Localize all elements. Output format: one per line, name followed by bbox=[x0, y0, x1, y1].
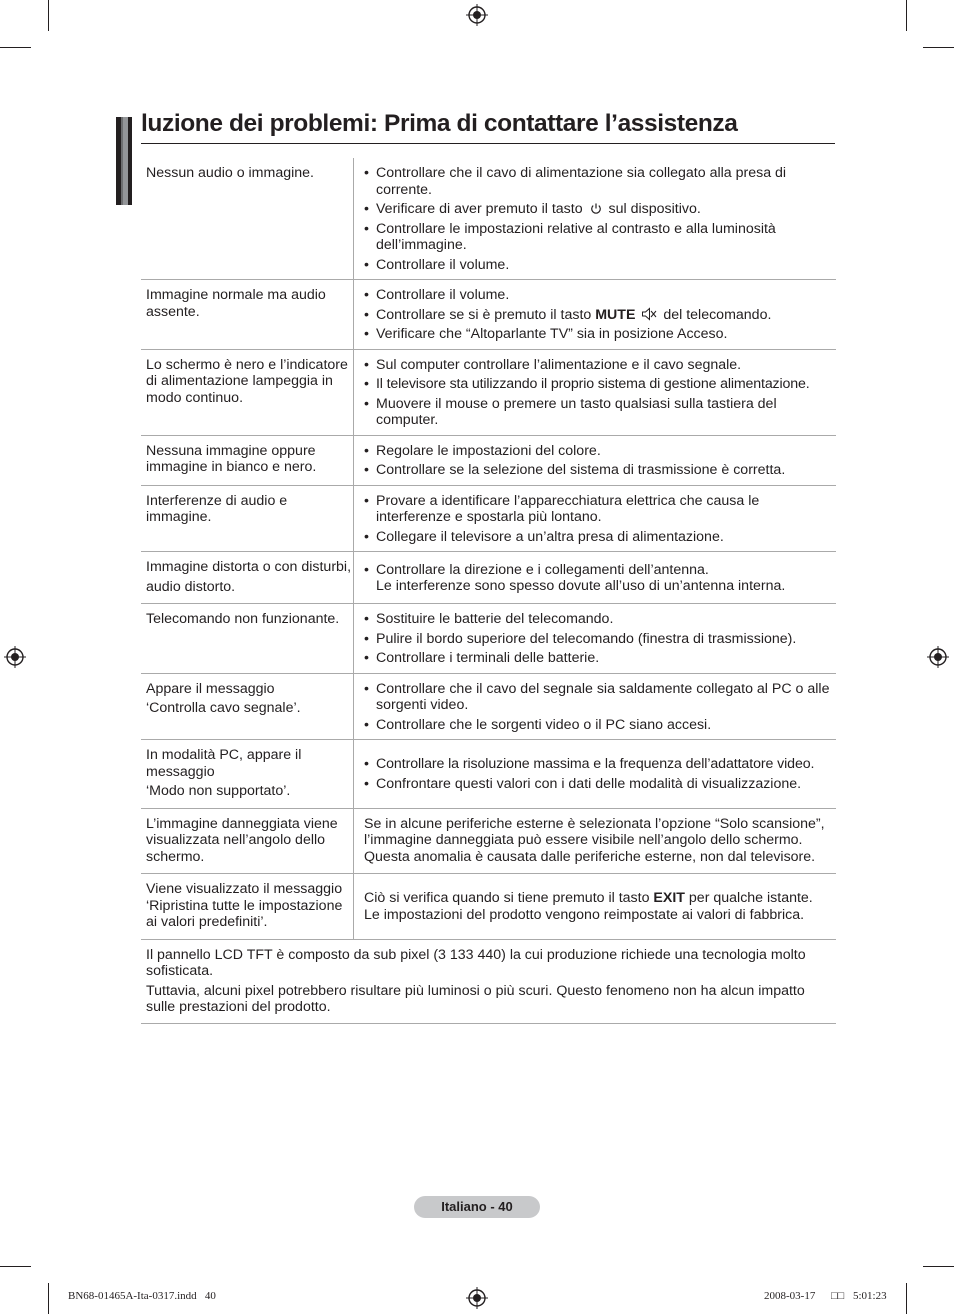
footer-time: 5:01:23 bbox=[853, 1290, 887, 1302]
solution-item: • Verificare di aver premuto il tasto sul dispositivo. bbox=[364, 201, 836, 218]
problem-cell: Immagine normale ma audio assente. bbox=[141, 280, 354, 350]
crop-mark bbox=[0, 47, 31, 48]
solution-item: • Regolare le impostazioni del colore. bbox=[364, 443, 836, 460]
solution-item: • Controllare che il cavo del segnale sia saldamente collegato al PC o alle sorgenti video. bbox=[364, 681, 836, 714]
solution-text: Ciò si verifica quando si tiene premuto il tasto EXIT per qualche istante. bbox=[364, 890, 813, 907]
solution-item: • Collegare il televisore a un’altra presa di alimentazione. bbox=[364, 529, 836, 546]
solution-item: • Controllare che il cavo di alimentazione sia collegato alla presa di corrente. bbox=[364, 165, 836, 198]
table-row bbox=[141, 740, 836, 809]
problem-cell: Viene visualizzato il messaggio ‘Ripristina tutte le impostazione ai valori predefiniti’. bbox=[141, 874, 354, 940]
solution-item: • Controllare le impostazioni relative al contrasto e alla luminosità dell’immagine. bbox=[364, 221, 836, 254]
solution-item: • Provare a identificare l’apparecchiatura elettrica che causa le interferenze e spostarla più lontano. bbox=[364, 493, 836, 526]
solution-text: Se in alcune periferiche esterne è selezionata l’opzione “Solo scansione”, l’immagine danneggiata può essere visibile nell’angolo dello schermo. Questa anomalia è causata dalle periferiche esterne, non dal televisore. bbox=[364, 815, 825, 865]
solution-item: • Controllare la direzione e i collegamenti dell’antenna. Le interferenze sono spesso dovute all’uso di un’antenna interna. bbox=[364, 562, 836, 595]
solution-item: • Controllare il volume. bbox=[364, 257, 836, 274]
solution-item: • Controllare se si è premuto il tasto MUTE del telecomando. bbox=[364, 307, 836, 324]
solution-cell bbox=[354, 808, 837, 874]
footer-file-name: BN68-01465A-Ita-0317.indd 40 bbox=[68, 1290, 216, 1302]
solution-item: • Sul computer controllare l’alimentazione e il cavo segnale. bbox=[364, 357, 836, 374]
problem-cell: L’immagine danneggiata viene visualizzata nell’angolo dello schermo. bbox=[141, 808, 354, 874]
solution-cell bbox=[354, 552, 837, 604]
solution-item: • Controllare i terminali delle batterie. bbox=[364, 650, 836, 667]
solution-item: • Il televisore sta utilizzando il proprio sistema di gestione alimentazione. bbox=[364, 376, 836, 393]
table-row bbox=[141, 158, 836, 280]
table-note-row bbox=[141, 939, 836, 1023]
page-number-badge: Italiano - 40 bbox=[414, 1196, 540, 1218]
solution-cell bbox=[354, 158, 837, 280]
solution-text: Le impostazioni del prodotto vengono reimpostate ai valori di fabbrica. bbox=[364, 906, 805, 923]
registration-mark-icon bbox=[4, 646, 26, 668]
crop-mark bbox=[48, 1283, 49, 1314]
solution-item: • Verificare che “Altoparlante TV” sia in posizione Acceso. bbox=[364, 326, 836, 343]
problem-cell: Nessun audio o immagine. bbox=[141, 158, 354, 280]
solution-item: • Controllare il volume. bbox=[364, 287, 836, 304]
table-row bbox=[141, 874, 836, 940]
table-row bbox=[141, 349, 836, 435]
crop-mark bbox=[0, 1266, 31, 1267]
solution-cell bbox=[354, 740, 837, 809]
solution-item: • Muovere il mouse o premere un tasto qualsiasi sulla tastiera del computer. bbox=[364, 396, 836, 429]
table-row bbox=[141, 552, 836, 604]
solution-cell bbox=[354, 280, 837, 350]
page-title: luzione dei problemi: Prima di contattare l’assistenza bbox=[141, 110, 835, 144]
solution-item: • Pulire il bordo superiore del telecomando (finestra di trasmissione). bbox=[364, 631, 836, 648]
table-row bbox=[141, 435, 836, 485]
solution-cell bbox=[354, 673, 837, 740]
power-icon bbox=[589, 202, 603, 215]
crop-mark bbox=[48, 0, 49, 31]
problem-cell: Interferenze di audio e immagine. bbox=[141, 485, 354, 552]
solution-item: • Controllare se la selezione del sistema di trasmissione è corretta. bbox=[364, 462, 836, 479]
footer-glyphs: □□ bbox=[831, 1290, 845, 1302]
registration-mark-icon bbox=[466, 1287, 488, 1309]
solution-item: • Controllare la risoluzione massima e la frequenza dell’adattatore video. bbox=[364, 756, 836, 773]
mute-icon bbox=[641, 307, 657, 321]
registration-mark-icon bbox=[927, 646, 949, 668]
problem-cell: Lo schermo è nero e l’indicatore di alimentazione lampeggia in modo continuo. bbox=[141, 349, 354, 435]
problem-cell: Telecomando non funzionante. bbox=[141, 604, 354, 674]
problem-cell: Appare il messaggio ‘Controlla cavo segnale’. bbox=[141, 673, 354, 740]
footer-date: 2008-03-17 bbox=[764, 1290, 816, 1302]
crop-mark bbox=[906, 0, 907, 31]
solution-item: • Controllare che le sorgenti video o il PC siano accesi. bbox=[364, 717, 836, 734]
table-row bbox=[141, 280, 836, 350]
solution-cell bbox=[354, 349, 837, 435]
lcd-pixel-note: Il pannello LCD TFT è composto da sub pixel (3 133 440) la cui produzione richiede una tecnologia molto sofisticata. Tuttavia, alcuni pixel potrebbero risultare più luminosi o più scuri. Questo fenomeno non ha alcun impatto sulle prestazioni del prodotto. bbox=[141, 939, 836, 1023]
troubleshooting-table bbox=[141, 158, 836, 1024]
problem-cell: Nessuna immagine oppure immagine in bianco e nero. bbox=[141, 435, 354, 485]
table-row bbox=[141, 604, 836, 674]
solution-item: • Confrontare questi valori con i dati delle modalità di visualizzazione. bbox=[364, 776, 836, 793]
problem-cell: Immagine distorta o con disturbi, audio distorto. bbox=[141, 552, 354, 604]
title-accent-bars bbox=[116, 117, 132, 205]
solution-cell bbox=[354, 874, 837, 940]
solution-cell bbox=[354, 604, 837, 674]
crop-mark bbox=[923, 47, 954, 48]
solution-cell bbox=[354, 435, 837, 485]
problem-cell: In modalità PC, appare il messaggio ‘Modo non supportato’. bbox=[141, 740, 354, 809]
table-row bbox=[141, 673, 836, 740]
registration-mark-icon bbox=[466, 4, 488, 26]
solution-item: • Sostituire le batterie del telecomando. bbox=[364, 611, 836, 628]
solution-cell bbox=[354, 485, 837, 552]
table-row bbox=[141, 808, 836, 874]
crop-mark bbox=[906, 1283, 907, 1314]
table-row bbox=[141, 485, 836, 552]
crop-mark bbox=[923, 1266, 954, 1267]
